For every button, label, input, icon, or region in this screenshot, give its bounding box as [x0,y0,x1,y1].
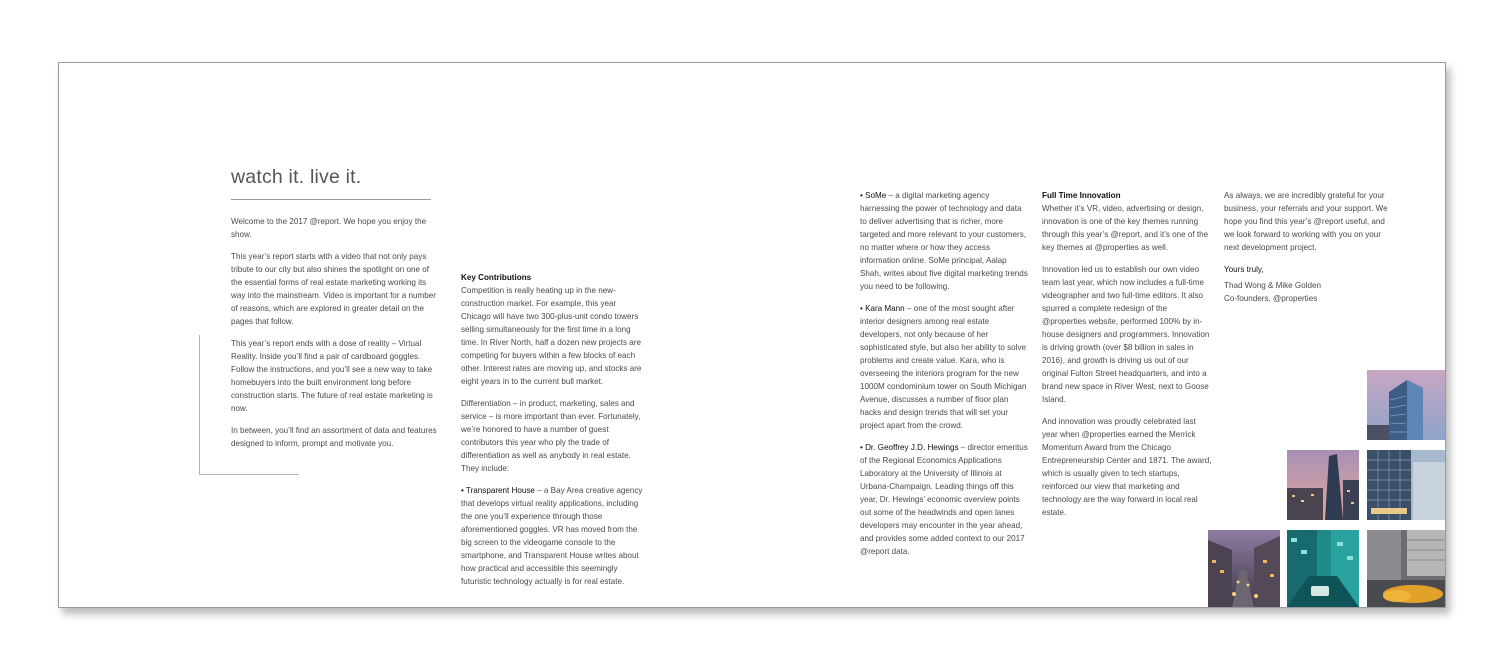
contributor-name: • Kara Mann [860,304,905,313]
body-paragraph: Competition is really heating up in the new-construction market. For example, this year Chicago will have two 300-plus-unit condo towers selling simultaneously for the first time in a long time. In River North, half a dozen new projects are competing for buyers within a few blocks of each other. Interest rates are moving up, and stocks are eight years in to the current bull market. [461,286,642,386]
glass-skyscraper-photo [1367,370,1445,440]
contributor-item: • Kara Mann – one of the most sought after interior designers among real estate developers, not only because of her sophisticated style, but also her ability to solve problems and create value. Kara, who is overseeing the interiors program for the new 1000M condominium tower on South Michigan Avenue, discusses a number of floor plan hacks and design trends that will set your project apart from the crowd. [860,304,1027,430]
column-intro [231,215,439,459]
intro-paragraph: This year’s report ends with a dose of reality – Virtual Reality. Inside you’ll find a pair of cardboard goggles. Follow the instructions, and you’ll see a new way to take homebuyers into the built environment long before construction starts. The future of real estate marketing is now. [231,339,433,413]
modern-building-photo [1367,450,1445,520]
vertical-rule [199,335,200,474]
intro-paragraph: In between, you’ll find an assortment of data and features designed to inform, prompt and motivate you. [231,426,437,448]
column-contributors [860,189,1030,567]
teal-street-photo [1287,530,1359,607]
column-key-contributions [461,215,646,597]
column-innovation [1042,189,1212,528]
sign-off: Yours truly, [1224,265,1264,274]
closing-paragraph: As always, we are incredibly grateful for your business, your referrals and your support. We hope you find this year’s @report useful, and we look forward to working with you on your next development project. [1224,191,1388,252]
yellow-taxi-photo [1367,530,1445,607]
contributor-name: • Transparent House [461,486,535,495]
body-paragraph: Innovation led us to establish our own video team last year, which now includes a full-time videographer and two full-time editors. It also spurred a complete redesign of the @properties website, performed 100% by in-house designers and programmers. Innovation is driving growth (over $8 billion in sales in 2016), and growth is driving us out of our original Fulton Street headquarters, and into a brand new space in River West, next to Goose Island. [1042,265,1210,404]
report-spread [58,62,1446,608]
horizontal-rule [199,474,299,475]
signatories: Thad Wong & Mike Golden [1224,281,1322,290]
body-paragraph: And innovation was proudly celebrated last year when @properties earned the Merrick Momentum Award from the Chicago Entrepreneurship Center and 1871. The award, which is usually given to tech startups, reinforced our view that marketing and technology are the way forward in local real estate. [1042,417,1212,517]
contributor-item: • Transparent House – a Bay Area creative agency that develops virtual reality applications, including the one you’ll experience through those aforementioned goggles. VR has moved from the big screen to the videogame console to the smartphone, and Transparent House writes about how practical and accessible this seemingly futuristic technology actually is for real estate. [461,486,643,586]
page-title: watch it. live it. [231,166,362,188]
contributor-name: • SoMe [860,191,887,200]
body-paragraph: Differentiation – in product, marketing, sales and service – is more important than ever. Fortunately, we’re honored to have a number of guest contributors this year who ply the trade of differentiation as well as anybody in real estate. They include: [461,399,641,473]
street-dusk-photo [1208,530,1280,607]
section-heading: Full Time Innovation [1042,191,1121,200]
contributor-item: • Dr. Geoffrey J.D. Hewings – director emeritus of the Regional Economics Applications Laboratory at the University of Illinois at Urbana-Champaign. Leading things off this year, Dr. Hewings’ economic overview points out some of the headwinds and open lanes developers may encounter in the year ahead, and provides some added context to our 2017 @report data. [860,443,1028,556]
tower-dusk-photo [1287,450,1359,520]
title-divider [231,199,431,200]
contributor-item: • SoMe – a digital marketing agency harnessing the power of technology and data to deliver advertising that is richer, more targeted and more relevant to your customers, no matter where or how they access information online. SoMe principal, Aalap Shah, writes about five digital marketing trends you need to be following. [860,191,1028,291]
signatory-title: Co-founders, @properties [1224,294,1318,303]
body-paragraph: Whether it’s VR, video, advertising or design, innovation is one of the key themes running through this year’s @report, and it’s one of the key themes at @properties as well. [1042,204,1209,252]
column-closing [1224,189,1396,305]
intro-paragraph: Welcome to the 2017 @report. We hope you enjoy the show. [231,217,427,239]
contributor-name: • Dr. Geoffrey J.D. Hewings [860,443,959,452]
section-heading: Key Contributions [461,273,532,282]
intro-paragraph: This year’s report starts with a video that not only pays tribute to our city but also shines the spotlight on one of the essential forms of real estate marketing working its way into the mainstream. Video is important for a number of reasons, which are explored in greater detail on the pages that follow. [231,252,436,326]
